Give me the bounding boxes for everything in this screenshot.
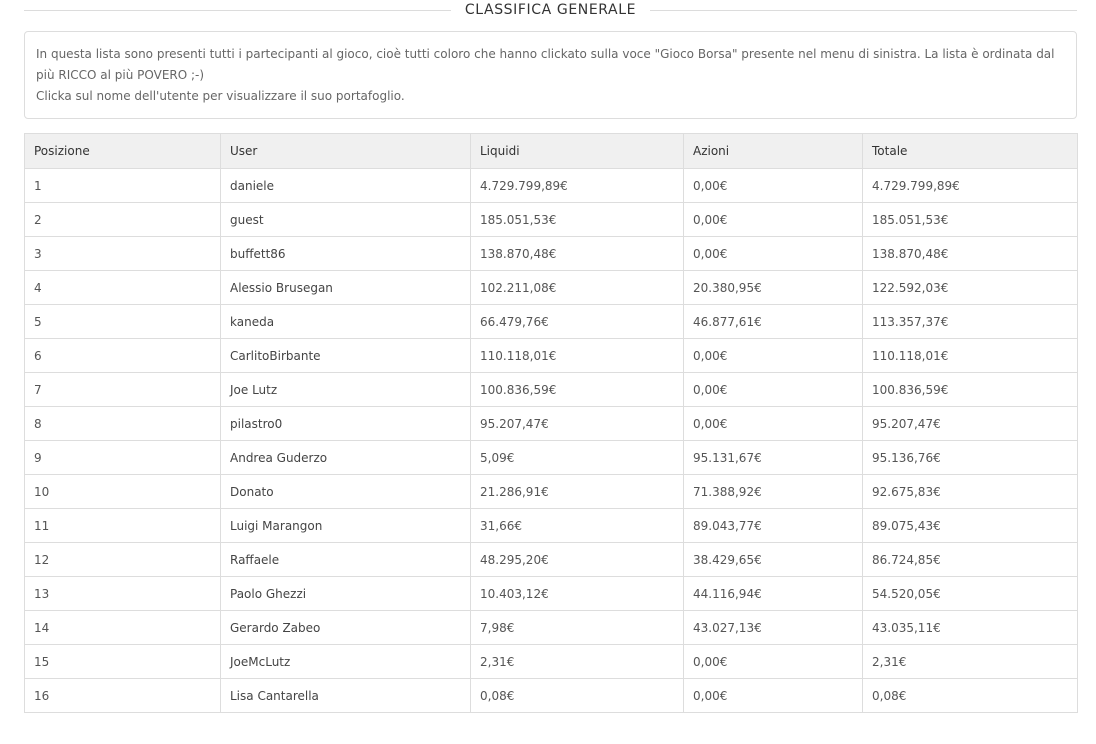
- table-row: [25, 611, 1078, 645]
- user-link[interactable]: Gerardo Zabeo: [221, 611, 471, 645]
- position-cell: 10: [25, 475, 221, 509]
- user-link[interactable]: Luigi Marangon: [221, 509, 471, 543]
- liquid-cell: 4.729.799,89€: [471, 169, 684, 203]
- user-link[interactable]: Donato: [221, 475, 471, 509]
- table-row: [25, 271, 1078, 305]
- total-cell: 0,08€: [863, 679, 1078, 713]
- liquid-cell: 5,09€: [471, 441, 684, 475]
- position-cell: 12: [25, 543, 221, 577]
- shares-cell: 0,00€: [684, 373, 863, 407]
- liquid-cell: 185.051,53€: [471, 203, 684, 237]
- liquid-cell: 48.295,20€: [471, 543, 684, 577]
- table-row: [25, 475, 1078, 509]
- header-rule-right: [650, 10, 1077, 11]
- shares-cell: 20.380,95€: [684, 271, 863, 305]
- shares-cell: 0,00€: [684, 237, 863, 271]
- liquid-cell: 138.870,48€: [471, 237, 684, 271]
- position-cell: 2: [25, 203, 221, 237]
- user-link[interactable]: JoeMcLutz: [221, 645, 471, 679]
- shares-cell: 0,00€: [684, 679, 863, 713]
- total-cell: 92.675,83€: [863, 475, 1078, 509]
- user-link[interactable]: Alessio Brusegan: [221, 271, 471, 305]
- position-cell: 8: [25, 407, 221, 441]
- table-row: [25, 339, 1078, 373]
- total-cell: 43.035,11€: [863, 611, 1078, 645]
- total-cell: 95.207,47€: [863, 407, 1078, 441]
- user-link[interactable]: Raffaele: [221, 543, 471, 577]
- table-row: [25, 407, 1078, 441]
- shares-cell: 38.429,65€: [684, 543, 863, 577]
- ranking-table-body: [25, 169, 1078, 713]
- shares-cell: 89.043,77€: [684, 509, 863, 543]
- total-cell: 86.724,85€: [863, 543, 1078, 577]
- liquid-cell: 100.836,59€: [471, 373, 684, 407]
- user-link[interactable]: pilastro0: [221, 407, 471, 441]
- table-row: [25, 203, 1078, 237]
- total-cell: 100.836,59€: [863, 373, 1078, 407]
- liquid-cell: 95.207,47€: [471, 407, 684, 441]
- position-cell: 7: [25, 373, 221, 407]
- table-row: [25, 305, 1078, 339]
- position-cell: 4: [25, 271, 221, 305]
- table-row: [25, 237, 1078, 271]
- shares-cell: 0,00€: [684, 169, 863, 203]
- liquid-cell: 7,98€: [471, 611, 684, 645]
- shares-cell: 44.116,94€: [684, 577, 863, 611]
- total-cell: 113.357,37€: [863, 305, 1078, 339]
- total-cell: 110.118,01€: [863, 339, 1078, 373]
- total-cell: 138.870,48€: [863, 237, 1078, 271]
- ranking-table: [24, 133, 1078, 713]
- column-header-position: Posizione: [25, 134, 221, 169]
- total-cell: 185.051,53€: [863, 203, 1078, 237]
- position-cell: 3: [25, 237, 221, 271]
- page-title: CLASSIFICA GENERALE: [464, 2, 637, 18]
- user-link[interactable]: buffett86: [221, 237, 471, 271]
- column-header-user: User: [221, 134, 471, 169]
- position-cell: 14: [25, 611, 221, 645]
- liquid-cell: 31,66€: [471, 509, 684, 543]
- liquid-cell: 66.479,76€: [471, 305, 684, 339]
- user-link[interactable]: Lisa Cantarella: [221, 679, 471, 713]
- intro-text: In questa lista sono presenti tutti i partecipanti al gioco, cioè tutti coloro che hanno clickato sulla voce "Gioco Borsa" presente nel menu di sinistra. La lista è ordinata dal più RICCO al più POVERO ;-): [36, 47, 1055, 82]
- total-cell: 4.729.799,89€: [863, 169, 1078, 203]
- position-cell: 9: [25, 441, 221, 475]
- position-cell: 11: [25, 509, 221, 543]
- intro-hint: Clicka sul nome dell'utente per visualizzare il suo portafoglio.: [36, 89, 405, 103]
- position-cell: 15: [25, 645, 221, 679]
- liquid-cell: 2,31€: [471, 645, 684, 679]
- user-link[interactable]: kaneda: [221, 305, 471, 339]
- section-header: [24, 0, 1077, 20]
- table-row: [25, 509, 1078, 543]
- shares-cell: 95.131,67€: [684, 441, 863, 475]
- table-row: [25, 543, 1078, 577]
- intro-box: [24, 31, 1077, 119]
- table-row: [25, 169, 1078, 203]
- table-row: [25, 373, 1078, 407]
- position-cell: 13: [25, 577, 221, 611]
- user-link[interactable]: Paolo Ghezzi: [221, 577, 471, 611]
- column-header-liquid: Liquidi: [471, 134, 684, 169]
- shares-cell: 0,00€: [684, 407, 863, 441]
- user-link[interactable]: Andrea Guderzo: [221, 441, 471, 475]
- liquid-cell: 21.286,91€: [471, 475, 684, 509]
- liquid-cell: 102.211,08€: [471, 271, 684, 305]
- shares-cell: 0,00€: [684, 645, 863, 679]
- column-header-shares: Azioni: [684, 134, 863, 169]
- liquid-cell: 110.118,01€: [471, 339, 684, 373]
- total-cell: 95.136,76€: [863, 441, 1078, 475]
- user-link[interactable]: guest: [221, 203, 471, 237]
- total-cell: 122.592,03€: [863, 271, 1078, 305]
- position-cell: 16: [25, 679, 221, 713]
- liquid-cell: 10.403,12€: [471, 577, 684, 611]
- user-link[interactable]: daniele: [221, 169, 471, 203]
- table-row: [25, 441, 1078, 475]
- position-cell: 5: [25, 305, 221, 339]
- shares-cell: 0,00€: [684, 203, 863, 237]
- user-link[interactable]: Joe Lutz: [221, 373, 471, 407]
- position-cell: 6: [25, 339, 221, 373]
- header-rule-left: [24, 10, 451, 11]
- total-cell: 2,31€: [863, 645, 1078, 679]
- user-link[interactable]: CarlitoBirbante: [221, 339, 471, 373]
- shares-cell: 43.027,13€: [684, 611, 863, 645]
- table-row: [25, 645, 1078, 679]
- total-cell: 89.075,43€: [863, 509, 1078, 543]
- shares-cell: 46.877,61€: [684, 305, 863, 339]
- shares-cell: 71.388,92€: [684, 475, 863, 509]
- table-row: [25, 577, 1078, 611]
- liquid-cell: 0,08€: [471, 679, 684, 713]
- table-row: [25, 679, 1078, 713]
- total-cell: 54.520,05€: [863, 577, 1078, 611]
- shares-cell: 0,00€: [684, 339, 863, 373]
- table-header-row: [25, 134, 1078, 169]
- position-cell: 1: [25, 169, 221, 203]
- column-header-total: Totale: [863, 134, 1078, 169]
